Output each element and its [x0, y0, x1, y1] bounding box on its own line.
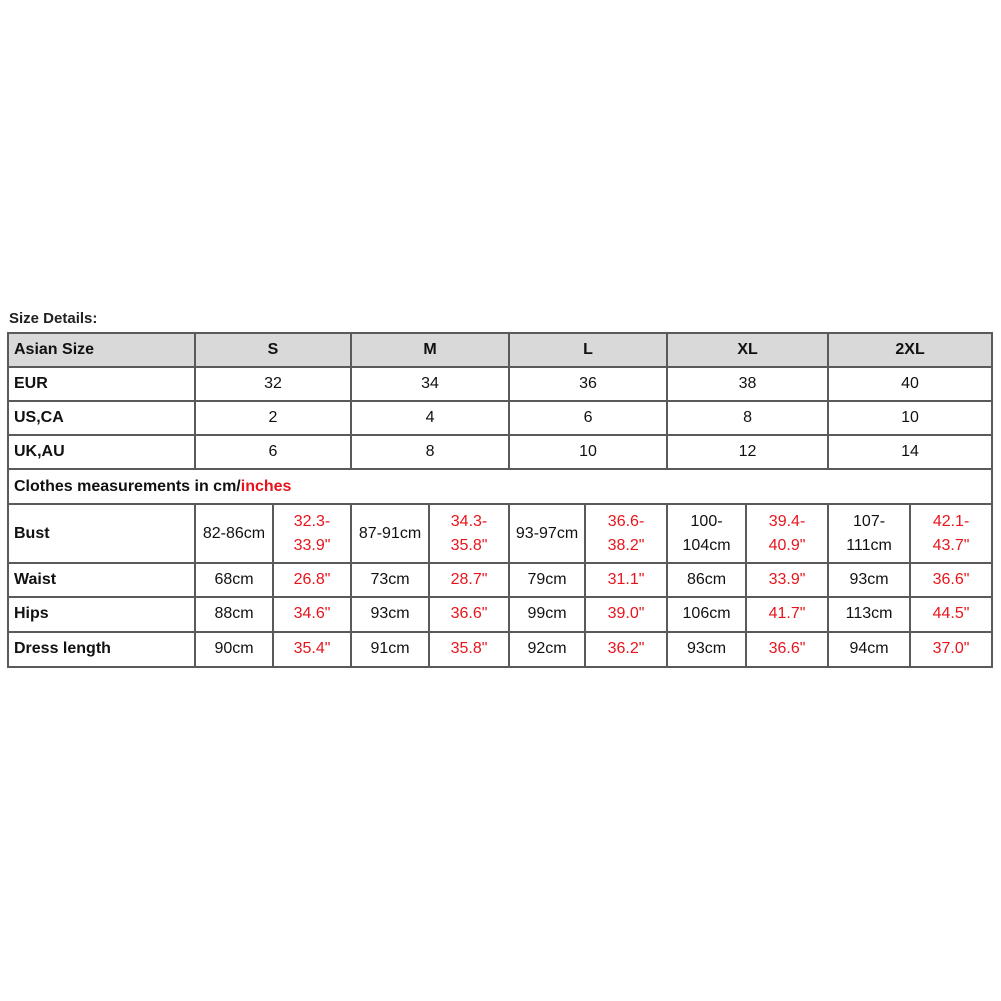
conversion-value-cell: 8 — [667, 401, 828, 435]
cm-value-cell: 106cm — [667, 597, 746, 632]
measurement-label-text: Clothes measurements in cm/ — [14, 477, 241, 495]
inch-value-cell: 36.2" — [585, 632, 667, 667]
row-label: Dress length — [8, 632, 195, 667]
cm-value-cell: 93cm — [828, 563, 910, 597]
row-label: EUR — [8, 367, 195, 401]
cm-value-cell: 79cm — [509, 563, 585, 597]
inch-value-cell: 41.7" — [746, 597, 828, 632]
inch-value-cell: 26.8" — [273, 563, 351, 597]
inch-value-cell: 36.6" — [910, 563, 992, 597]
conversion-value-cell: 38 — [667, 367, 828, 401]
size-header-cell: XL — [667, 333, 828, 367]
inch-value-cell: 36.6" — [429, 597, 509, 632]
inch-value-cell: 33.9" — [746, 563, 828, 597]
measurement-row — [8, 504, 992, 562]
conversion-row — [8, 367, 992, 401]
measurement-row — [8, 597, 992, 632]
cm-value-cell: 91cm — [351, 632, 429, 667]
size-header-cell: S — [195, 333, 351, 367]
row-label: UK,AU — [8, 435, 195, 469]
inch-value-cell: 35.4" — [273, 632, 351, 667]
row-label: US,CA — [8, 401, 195, 435]
cm-value-cell: 93cm — [351, 597, 429, 632]
row-label: Waist — [8, 563, 195, 597]
measurement-row — [8, 563, 992, 597]
conversion-value-cell: 40 — [828, 367, 992, 401]
inch-value-cell: 28.7" — [429, 563, 509, 597]
inch-value-cell: 36.6- 38.2" — [585, 504, 667, 562]
cm-value-cell: 92cm — [509, 632, 585, 667]
cm-value-cell: 90cm — [195, 632, 273, 667]
cm-value-cell: 73cm — [351, 563, 429, 597]
cm-value-cell: 94cm — [828, 632, 910, 667]
inch-value-cell: 32.3- 33.9" — [273, 504, 351, 562]
cm-value-cell: 87-91cm — [351, 504, 429, 562]
inch-value-cell: 42.1- 43.7" — [910, 504, 992, 562]
conversion-value-cell: 32 — [195, 367, 351, 401]
conversion-value-cell: 10 — [828, 401, 992, 435]
cm-value-cell: 93-97cm — [509, 504, 585, 562]
row-label: Asian Size — [8, 333, 195, 367]
conversion-value-cell: 36 — [509, 367, 667, 401]
conversion-value-cell: 2 — [195, 401, 351, 435]
size-header-cell: M — [351, 333, 509, 367]
size-chart-table — [7, 332, 993, 668]
inch-value-cell: 39.0" — [585, 597, 667, 632]
inch-value-cell: 31.1" — [585, 563, 667, 597]
conversion-row — [8, 401, 992, 435]
conversion-value-cell: 12 — [667, 435, 828, 469]
measurement-section-label — [8, 469, 992, 504]
inch-value-cell: 36.6" — [746, 632, 828, 667]
cm-value-cell: 107- 111cm — [828, 504, 910, 562]
cm-value-cell: 82-86cm — [195, 504, 273, 562]
cm-value-cell: 86cm — [667, 563, 746, 597]
cm-value-cell: 88cm — [195, 597, 273, 632]
conversion-value-cell: 6 — [509, 401, 667, 435]
measurement-section-row — [8, 469, 992, 504]
inch-value-cell: 35.8" — [429, 632, 509, 667]
row-label: Hips — [8, 597, 195, 632]
conversion-value-cell: 4 — [351, 401, 509, 435]
inch-value-cell: 34.3- 35.8" — [429, 504, 509, 562]
conversion-value-cell: 6 — [195, 435, 351, 469]
cm-value-cell: 68cm — [195, 563, 273, 597]
measurement-row — [8, 632, 992, 667]
inch-value-cell: 34.6" — [273, 597, 351, 632]
cm-value-cell: 100- 104cm — [667, 504, 746, 562]
size-details-title: Size Details: — [9, 310, 98, 327]
inch-value-cell: 44.5" — [910, 597, 992, 632]
inch-value-cell: 39.4- 40.9" — [746, 504, 828, 562]
size-header-cell: L — [509, 333, 667, 367]
conversion-value-cell: 34 — [351, 367, 509, 401]
row-label: Bust — [8, 504, 195, 562]
conversion-value-cell: 8 — [351, 435, 509, 469]
header-row — [8, 333, 992, 367]
conversion-value-cell: 14 — [828, 435, 992, 469]
size-header-cell: 2XL — [828, 333, 992, 367]
conversion-row — [8, 435, 992, 469]
measurement-unit-highlight: inches — [240, 477, 292, 495]
cm-value-cell: 113cm — [828, 597, 910, 632]
cm-value-cell: 93cm — [667, 632, 746, 667]
cm-value-cell: 99cm — [509, 597, 585, 632]
conversion-value-cell: 10 — [509, 435, 667, 469]
inch-value-cell: 37.0" — [910, 632, 992, 667]
